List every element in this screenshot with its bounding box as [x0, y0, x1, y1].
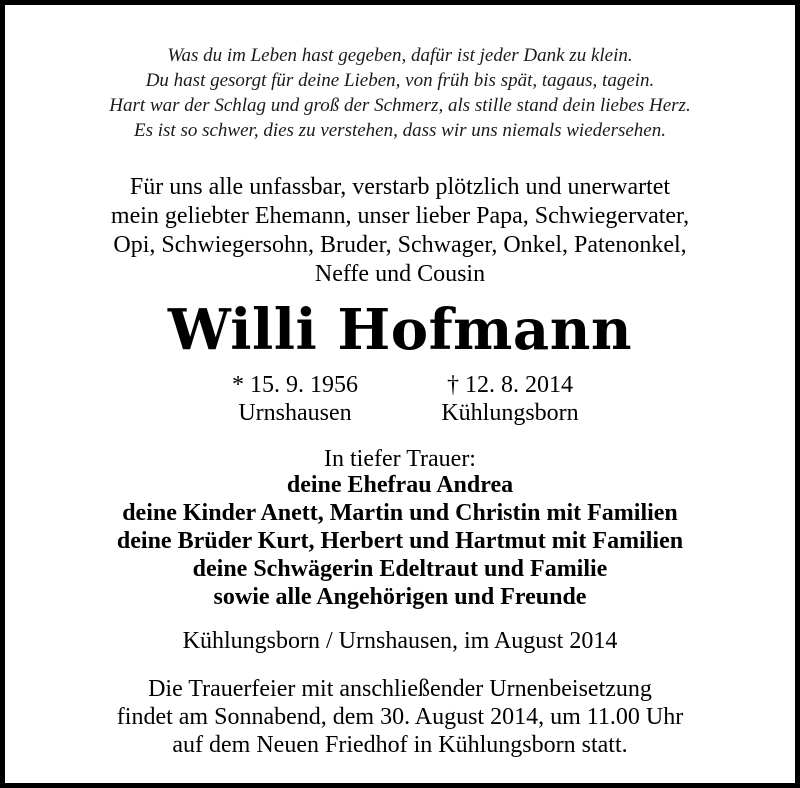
announcement-line: Opi, Schwiegersohn, Bruder, Schwager, Onkel, Patenonkel,	[113, 232, 687, 258]
announcement-line: mein geliebter Ehemann, unser lieber Papa, Schwiegervater,	[110, 203, 690, 229]
funeral-line: findet am Sonnabend, dem 30. August 2014, um 11.00 Uhr	[116, 704, 684, 730]
birth-place: Urnshausen	[238, 400, 352, 426]
place-and-date: Kühlungsborn / Urnshausen, im August 2014	[182, 628, 618, 654]
death-announcement	[5, 173, 795, 289]
birth-date: * 15. 9. 1956	[232, 372, 358, 398]
deceased-name: Willi Hofmann	[167, 297, 633, 363]
mourner-line: deine Ehefrau Andrea	[286, 472, 514, 498]
mourner-line: deine Schwägerin Edeltraut und Familie	[192, 556, 608, 582]
poem-line: Es ist so schwer, dies zu verstehen, dass wir uns niemals wiedersehen.	[134, 120, 666, 141]
mourner-line: sowie alle Angehörigen und Freunde	[213, 584, 587, 610]
funeral-line: auf dem Neuen Friedhof in Kühlungsborn statt.	[172, 732, 628, 758]
birth-info	[195, 371, 395, 427]
death-place: Kühlungsborn	[441, 400, 579, 426]
funeral-details	[5, 675, 795, 759]
poem-line: Hart war der Schlag und groß der Schmerz, als stille stand dein liebes Herz.	[109, 95, 691, 116]
death-date: † 12. 8. 2014	[447, 372, 573, 398]
poem-line: Was du im Leben hast gegeben, dafür ist jeder Dank zu klein.	[167, 45, 633, 66]
mourner-line: deine Brüder Kurt, Herbert und Hartmut mit Familien	[116, 528, 684, 554]
mourner-line: deine Kinder Anett, Martin und Christin mit Familien	[122, 500, 678, 526]
death-info	[410, 371, 610, 427]
mourning-heading: In tiefer Trauer:	[324, 446, 476, 472]
funeral-line: Die Trauerfeier mit anschließender Urnenbeisetzung	[148, 676, 652, 702]
announcement-line: Neffe und Cousin	[314, 261, 486, 287]
memorial-poem	[5, 43, 795, 143]
poem-line: Du hast gesorgt für deine Lieben, von früh bis spät, tagaus, tagein.	[145, 70, 655, 91]
announcement-line: Für uns alle unfassbar, verstarb plötzlich und unerwartet	[129, 174, 671, 200]
mourners-list	[5, 471, 795, 611]
